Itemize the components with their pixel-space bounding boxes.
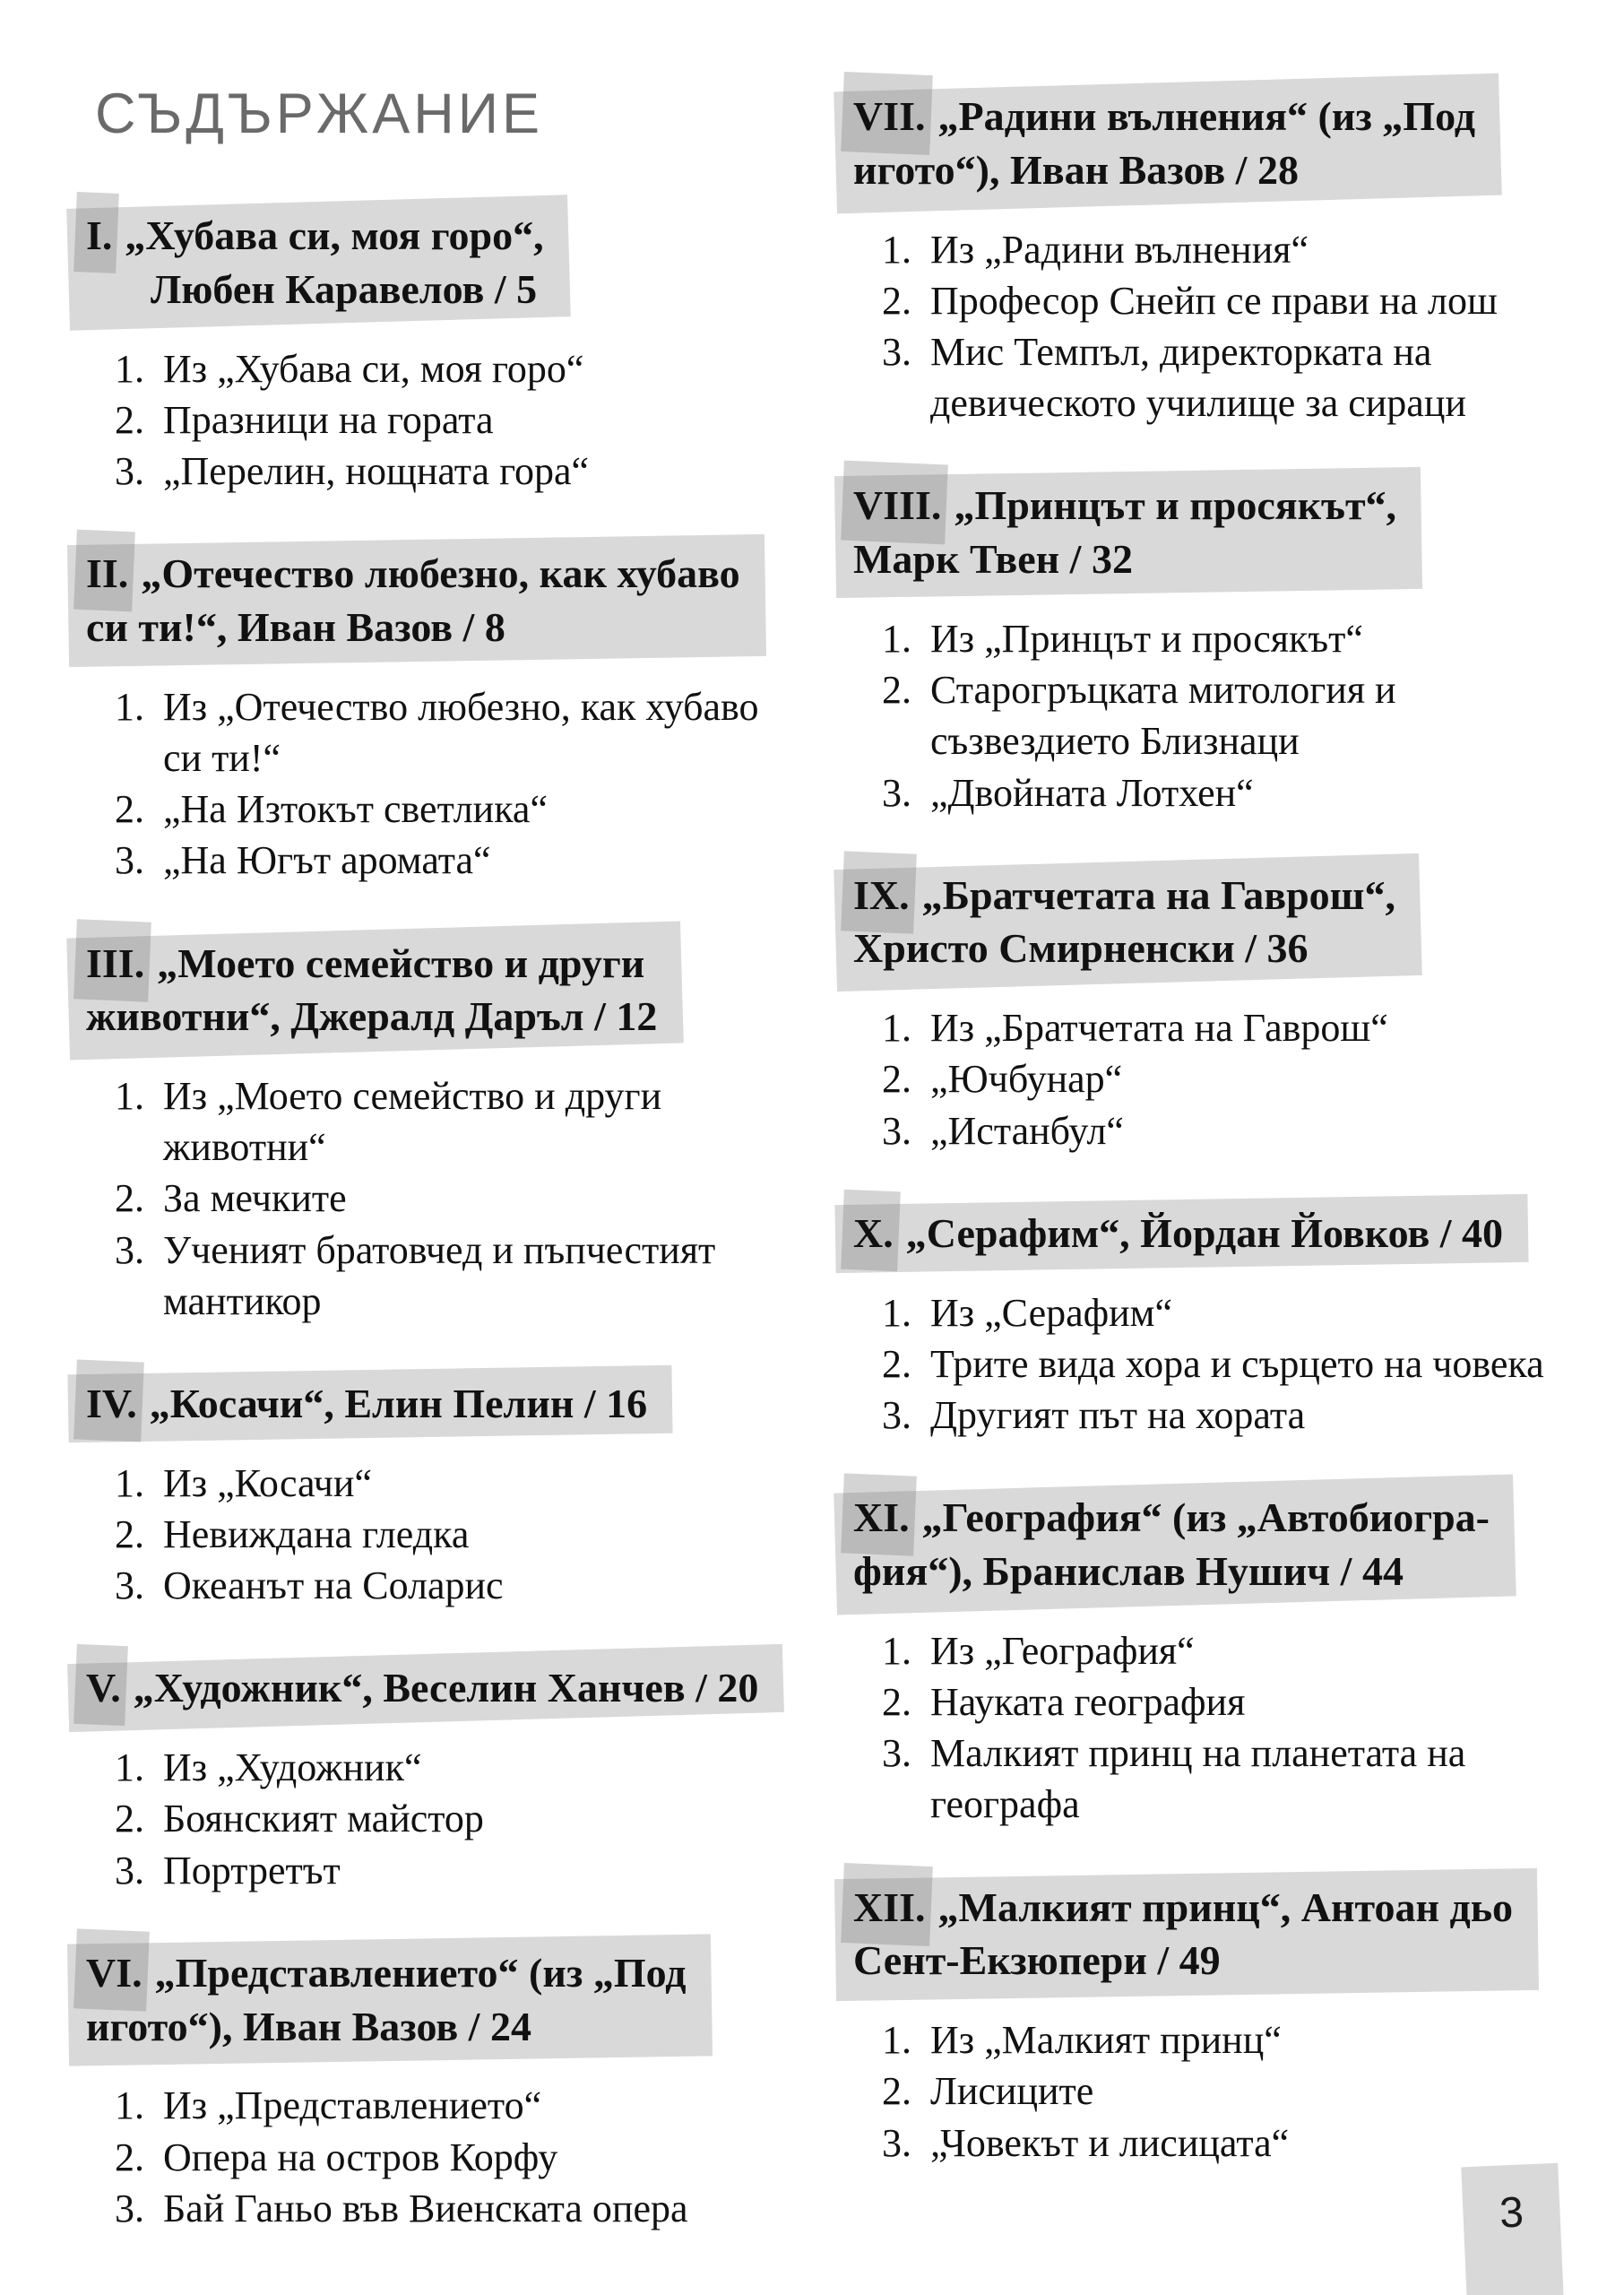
section-numeral: XII. [853,1884,926,1930]
item-number: 2. [882,278,911,323]
item-text: „На Югът аромата“ [163,838,491,883]
toc-item [115,681,787,784]
item-text: Из „Братчетата на Гаврош“ [930,1006,1388,1051]
item-text: Опера на остров Корфу [163,2135,558,2179]
item-number: 1. [882,1628,911,1673]
heading-line: животни“, Джералд Даръл / 12 [86,993,658,1040]
item-number: 2. [115,1512,144,1557]
item-number: 2. [882,1679,911,1724]
item-text: Празници на гората [163,397,494,442]
toc-item [115,835,787,886]
item-text: Науката география [930,1679,1246,1724]
item-number: 1. [115,1460,144,1505]
section-items [65,2080,787,2234]
item-text: Из „Хубава си, моя горо“ [163,346,584,391]
toc-item [882,326,1567,429]
item-text: „Ючбунар“ [930,1057,1123,1102]
heading-line: фия“), Бранислав Нушич / 44 [853,1548,1404,1594]
toc-section [832,1207,1567,1441]
heading-line: „Хубава си, моя горо“, [125,212,544,258]
toc-item [115,2183,787,2234]
item-number: 3. [882,1108,911,1153]
section-heading [86,1377,647,1431]
item-number: 3. [882,1731,911,1776]
heading-line: Марк Твен / 32 [853,536,1133,583]
item-number: 3. [882,1393,911,1438]
toc-item [882,664,1567,766]
section-items [832,613,1567,818]
page-number: 3 [1499,2188,1525,2238]
sections-right [832,90,1567,2169]
item-number: 2. [882,668,911,713]
heading-line: „Моето семейство и други [157,940,645,986]
item-number: 1. [882,616,911,661]
item-text: Из „Представлението“ [163,2083,542,2128]
toc-section [65,1377,787,1611]
item-text: Из „Принцът и просякът“ [930,616,1363,661]
toc-section [832,1881,1567,2169]
heading-line: „Косачи“, Елин Пелин / 16 [149,1381,648,1427]
toc-item [882,1053,1567,1104]
toc-item [882,1287,1567,1338]
item-text: Бай Ганьо във Виенската опера [163,2186,688,2230]
toc-item [115,1793,787,1844]
heading-line: си ти!“, Иван Вазов / 8 [86,603,505,650]
item-text: Из „Косачи“ [163,1460,372,1505]
item-number: 2. [115,397,144,442]
heading-line: „Отечество любезно, как хубаво [141,550,740,597]
heading-line: „Представлението“ (из „Под [154,1949,687,1996]
toc-section [832,479,1567,818]
toc-column-right [787,86,1567,2284]
item-number: 2. [882,1057,911,1102]
section-heading [86,937,657,1044]
item-text: Боянският майстор [163,1797,484,1841]
section-numeral: V. [86,1665,121,1711]
item-number: 3. [882,329,911,374]
section-items [832,2014,1567,2169]
item-text: Професор Снейп се прави на лош [930,278,1498,323]
item-text: Из „Радини вълнения“ [930,227,1309,272]
item-number: 2. [115,1176,144,1221]
section-numeral: VII. [853,93,926,139]
toc-item [882,1625,1567,1676]
heading-line: игото“), Иван Вазов / 28 [853,146,1299,193]
item-text: Из „Малкият принц“ [930,2018,1282,2063]
toc-item [115,1173,787,1224]
item-text: За мечките [163,1176,347,1221]
heading-line: Христо Смирненски / 36 [853,925,1309,972]
toc-item [115,2132,787,2183]
item-text: Малкият принц на планетата на географа [930,1731,1466,1827]
section-heading [86,1661,758,1715]
item-number: 2. [882,1341,911,1386]
item-number: 1. [115,1745,144,1790]
section-heading-text [86,1665,758,1710]
heading-line: „Братчетата на Гаврош“, [921,871,1395,918]
toc-item [882,2014,1567,2066]
item-text: Из „Серафим“ [930,1290,1173,1335]
section-numeral: VIII. [853,482,942,529]
section-heading-text [86,1381,647,1426]
section-numeral: II. [86,550,129,597]
item-text: Из „География“ [930,1628,1195,1673]
toc-item [882,1338,1567,1390]
item-number: 1. [115,346,144,391]
item-number: 3. [115,2186,144,2230]
item-text: Ученият братовчед и пъпчестият мантикор [163,1227,716,1323]
item-text: „Двойната Лотхен“ [930,770,1254,815]
heading-line: игото“), Иван Вазов / 24 [86,2003,531,2049]
section-items [65,1070,787,1327]
toc-item [882,767,1567,818]
heading-line: „Художник“, Веселин Ханчев / 20 [133,1665,759,1711]
item-text: „Човекът и лисицата“ [930,2120,1290,2165]
item-number: 3. [115,1848,144,1892]
item-text: „Истанбул“ [930,1108,1124,1153]
item-text: Другият път на хората [930,1393,1306,1438]
toc-item [115,1458,787,1509]
item-text: Старогръцката митология и съзвездието Близнаци [930,668,1396,764]
toc-item [115,1742,787,1793]
toc-item [115,343,787,394]
section-numeral: X. [853,1209,894,1256]
toc-item [115,1845,787,1896]
item-text: Трите вида хора и сърцето на човека [930,1341,1544,1386]
toc-item [115,784,787,835]
item-number: 2. [115,2135,144,2179]
item-number: 3. [115,838,144,883]
toc-item [882,613,1567,664]
toc-item [115,1560,787,1611]
toc-item [882,1105,1567,1156]
item-text: Океанът на Соларис [163,1563,504,1608]
toc-item [115,2080,787,2131]
heading-line: Любен Каравелов / 5 [151,265,538,312]
item-number: 1. [115,1074,144,1119]
heading-line: „География“ (из „Автобиогра- [921,1494,1490,1541]
section-numeral: I. [86,212,113,258]
item-text: Невиждана гледка [163,1512,470,1557]
toc-section [832,90,1567,429]
section-items [832,1002,1567,1156]
toc-section [65,547,787,886]
item-number: 3. [115,1227,144,1272]
section-items [832,1287,1567,1442]
toc-section [65,1661,787,1895]
heading-line: „Принцът и просякът“, [954,482,1397,529]
item-number: 1. [882,227,911,272]
section-items [65,681,787,887]
toc-item [882,1676,1567,1728]
item-text: Из „Художник“ [163,1745,422,1790]
toc-section [832,1491,1567,1830]
toc-section [65,937,787,1328]
item-text: „Перелин, нощната гора“ [163,448,590,493]
item-number: 2. [115,787,144,832]
item-number: 2. [115,1797,144,1841]
section-heading-text [853,1210,1503,1256]
toc-item [115,446,787,497]
section-items [65,1742,787,1896]
toc-section [832,869,1567,1156]
section-items [832,224,1567,429]
toc-item [882,2117,1567,2169]
section-heading [853,479,1396,586]
section-heading [853,90,1475,197]
toc-item [882,1390,1567,1441]
toc-item [115,1225,787,1327]
section-heading [853,1491,1490,1598]
item-text: Портретът [163,1848,341,1892]
item-number: 1. [115,2083,144,2128]
item-text: Лисиците [930,2069,1094,2114]
toc-item [115,394,787,446]
toc-item [882,1002,1567,1053]
section-numeral: XI. [853,1494,910,1541]
toc-item [882,2066,1567,2117]
toc-item [882,275,1567,326]
item-number: 1. [882,1290,911,1335]
toc-section [65,1946,787,2234]
toc-section [65,209,787,497]
section-heading [853,1207,1503,1260]
section-numeral: IX. [853,871,910,918]
item-text: Мис Темпъл, директорката на девическото училище за сираци [930,329,1466,426]
item-text: „На Изтокът светлика“ [163,787,548,832]
page-title: СЪДЪРЖАНИЕ [95,82,544,145]
section-heading [853,869,1395,976]
sections-left [65,209,787,2234]
heading-line: „Серафим“, Йордан Йовков / 40 [905,1209,1504,1256]
section-items [65,1458,787,1612]
section-items [65,343,787,498]
heading-line: Сент-Екзюпери / 49 [853,1937,1221,1984]
section-numeral: III. [86,940,145,986]
item-number: 3. [882,770,911,815]
page-number-box [1461,2163,1565,2295]
section-heading [86,547,740,654]
toc-item [115,1070,787,1173]
item-text: Из „Моето семейство и други животни“ [163,1074,662,1170]
section-heading [86,209,544,316]
item-number: 1. [882,2018,911,2063]
item-number: 3. [115,448,144,493]
toc-column-left [65,82,787,2284]
item-number: 1. [882,1006,911,1051]
heading-line: „Малкият принц“, Антоан дьо [937,1884,1514,1930]
section-heading [853,1881,1513,1988]
item-number: 2. [882,2069,911,2114]
item-number: 3. [882,2120,911,2165]
section-numeral: IV. [86,1381,137,1427]
toc-item [115,1509,787,1560]
item-number: 1. [115,684,144,729]
item-text: Из „Отечество любезно, как хубаво си ти!“ [163,684,759,780]
item-number: 3. [115,1563,144,1608]
heading-line: „Радини вълнения“ (из „Под [937,93,1476,139]
section-heading [86,1946,687,2054]
section-items [832,1625,1567,1831]
toc-item [882,1728,1567,1830]
section-numeral: VI. [86,1949,143,1996]
toc-item [882,224,1567,275]
